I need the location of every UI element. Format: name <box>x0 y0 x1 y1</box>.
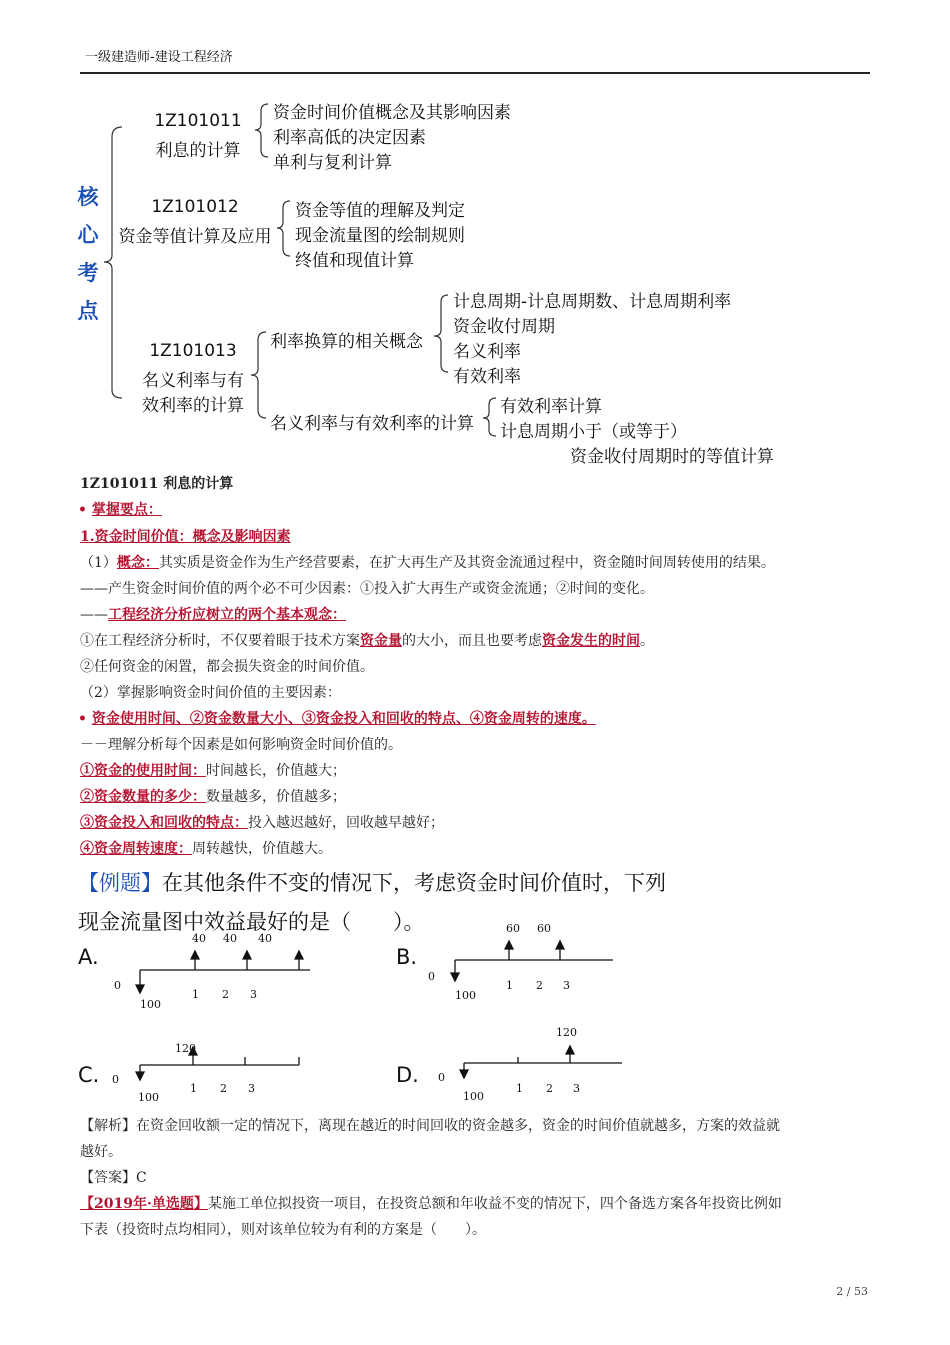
inflow-label: 120 <box>175 1042 196 1055</box>
factor-2-label: ②资金数量的多少： <box>80 789 206 805</box>
period-label: 3 <box>250 988 257 1001</box>
period-label: 2 <box>220 1082 227 1095</box>
analysis-line1: 【解析】在资金回收额一定的情况下，离现在越近的时间回收的资金越多，资金的时间价值就越多，方案的效益就 <box>80 1118 780 1134</box>
outflow-label: 100 <box>463 1090 484 1103</box>
section-title: 1Z101011 利息的计算 <box>80 476 234 492</box>
s1-item: 有效利率 <box>453 367 521 387</box>
cashflow-diagram-b <box>420 917 630 1007</box>
key-points <box>78 499 162 519</box>
factor-3-label: ③资金投入和回收的特点： <box>80 815 248 831</box>
s1-name: 利率换算的相关概念 <box>270 332 423 352</box>
period-label: 2 <box>222 988 229 1001</box>
period-label: 1 <box>516 1082 523 1095</box>
b1-item: 单利与复利计算 <box>273 153 392 173</box>
paragraph-main-factors: （2）掌握影响资金时间价值的主要因素： <box>80 685 341 701</box>
factor-1-text: 时间越长，价值越大； <box>206 763 346 779</box>
s1-item: 名义利率 <box>453 342 521 362</box>
outflow-label: 100 <box>140 998 161 1011</box>
question2-line2: 下表（投资时点均相同），则对该单位较为有利的方案是（ ）。 <box>80 1222 486 1238</box>
factor-4-label: ④资金周转速度： <box>80 841 192 857</box>
factor-2 <box>80 786 346 806</box>
factor-3-text: 投入越迟越好，回收越早越好； <box>248 815 444 831</box>
period-label: 3 <box>563 979 570 992</box>
concepts-label: 工程经济分析应树立的两个基本观念： <box>108 607 346 623</box>
page-number: 2 / 53 <box>836 1285 868 1298</box>
bullet-dot: • <box>78 502 92 518</box>
period-zero-label: 0 <box>438 1071 445 1084</box>
factor-3 <box>80 812 444 832</box>
cashflow-diagram-d <box>432 1020 632 1110</box>
p4-c: 的大小，而且也要考虑 <box>402 633 542 649</box>
inflow-label: 40 <box>258 932 272 945</box>
core-char: 核 <box>77 185 99 209</box>
heading-1: 1.资金时间价值：概念及影响因素 <box>80 529 291 545</box>
factor-1 <box>80 760 346 780</box>
b2-name: 资金等值计算及应用 <box>118 227 272 247</box>
s2-item: 资金收付周期时的等值计算 <box>570 447 774 467</box>
dash-prefix: —— <box>80 607 108 623</box>
inflow-label: 40 <box>192 932 206 945</box>
paragraph-factor-list <box>78 708 596 728</box>
p4-a: ①在工程经济分析时，不仅要着眼于技术方案 <box>80 633 360 649</box>
factor-2-text: 数量越多，价值越多； <box>206 789 346 805</box>
s2-name: 名义利率与有效利率的计算 <box>270 414 474 434</box>
b2-item: 终值和现值计算 <box>295 251 414 271</box>
period-zero-label: 0 <box>112 1073 119 1086</box>
period-label: 3 <box>573 1082 580 1095</box>
inflow-label: 40 <box>223 932 237 945</box>
analysis-line2: 越好。 <box>80 1144 122 1160</box>
answer: 【答案】C <box>80 1170 147 1186</box>
inflow-label: 120 <box>556 1026 577 1039</box>
paragraph-concept <box>80 552 775 572</box>
paragraph-understand: －－理解分析每个因素是如何影响资金时间价值的。 <box>80 737 402 753</box>
s2-item: 计息周期小于（或等于） <box>500 422 687 442</box>
period-label: 1 <box>192 988 199 1001</box>
b2-item: 资金等值的理解及判定 <box>295 201 465 221</box>
option-d-label: D. <box>396 1063 419 1087</box>
key-points-label: 掌握要点： <box>91 502 162 518</box>
b1-name: 利息的计算 <box>155 141 241 161</box>
outflow-label: 100 <box>138 1091 159 1104</box>
p4-e: 。 <box>640 633 654 649</box>
s1-item: 计息周期-计息周期数、计息周期利率 <box>453 292 732 312</box>
cashflow-diagram-c <box>105 1037 315 1109</box>
example-tag: 【例题】 <box>78 871 162 895</box>
core-char: 点 <box>77 299 99 323</box>
concept-prefix: （1） <box>80 555 117 571</box>
p4-d: 资金发生的时间 <box>542 633 640 649</box>
factor-list: 资金使用时间、②资金数量大小、③资金投入和回收的特点、④资金周转的速度。 <box>91 711 596 727</box>
example-question-line2: 现金流量图中效益最好的是（ ）。 <box>78 910 425 934</box>
inflow-label: 60 <box>537 922 551 935</box>
question2-text-1: 某施工单位拟投资一项目，在投资总额和年收益不变的情况下，四个备选方案各年投资比例如 <box>207 1196 782 1212</box>
option-b-label: B. <box>396 945 418 969</box>
factor-4-text: 周转越快，价值越大。 <box>192 841 332 857</box>
b2-code: 1Z101012 <box>151 197 239 217</box>
concept-text: 其实质是资金作为生产经营要素，在扩大再生产及其资金流通过程中，资金随时间周转使用的结果。 <box>158 555 775 571</box>
concept-label: 概念： <box>116 555 159 571</box>
core-char: 考 <box>77 261 99 285</box>
b1-item: 利率高低的决定因素 <box>273 128 426 148</box>
bullet-dot: • <box>78 711 92 727</box>
period-label: 1 <box>506 979 513 992</box>
paragraph-concepts-heading <box>80 604 346 624</box>
period-zero-label: 0 <box>428 970 435 983</box>
period-label: 1 <box>190 1082 197 1095</box>
factor-1-label: ①资金的使用时间： <box>80 763 206 779</box>
option-a-label: A. <box>78 945 99 969</box>
b3-name-line2: 效利率的计算 <box>142 396 244 416</box>
example-question-line1 <box>78 867 666 897</box>
factor-4 <box>80 838 332 858</box>
question2-tag: 【2019年·单选题】 <box>80 1196 208 1212</box>
core-char: 心 <box>77 223 99 247</box>
paragraph-factors: ——产生资金时间价值的两个必不可少因素：①投入扩大再生产或资金流通；②时间的变化。 <box>80 581 654 597</box>
option-c-label: C. <box>78 1063 100 1087</box>
cashflow-diagram-a <box>110 925 340 1015</box>
inflow-label: 60 <box>506 922 520 935</box>
outflow-label: 100 <box>455 989 476 1002</box>
document-header: 一级建造师-建设工程经济 <box>85 50 233 65</box>
paragraph-concept-2: ②任何资金的闲置，都会损失资金的时间价值。 <box>80 659 374 675</box>
s1-item: 资金收付周期 <box>453 317 555 337</box>
period-label: 2 <box>536 979 543 992</box>
question2-line1 <box>80 1193 782 1213</box>
s2-item: 有效利率计算 <box>500 397 602 417</box>
period-label: 3 <box>248 1082 255 1095</box>
period-zero-label: 0 <box>114 979 121 992</box>
period-label: 2 <box>546 1082 553 1095</box>
example-text-1: 在其他条件不变的情况下，考虑资金时间价值时，下列 <box>162 871 666 895</box>
paragraph-concept-1 <box>80 630 654 650</box>
b3-code: 1Z101013 <box>149 341 237 361</box>
b1-code: 1Z101011 <box>154 111 242 131</box>
b2-item: 现金流量图的绘制规则 <box>295 226 465 246</box>
b3-name-line1: 名义利率与有 <box>142 371 244 391</box>
p4-b: 资金量 <box>360 633 402 649</box>
b1-item: 资金时间价值概念及其影响因素 <box>273 103 511 123</box>
